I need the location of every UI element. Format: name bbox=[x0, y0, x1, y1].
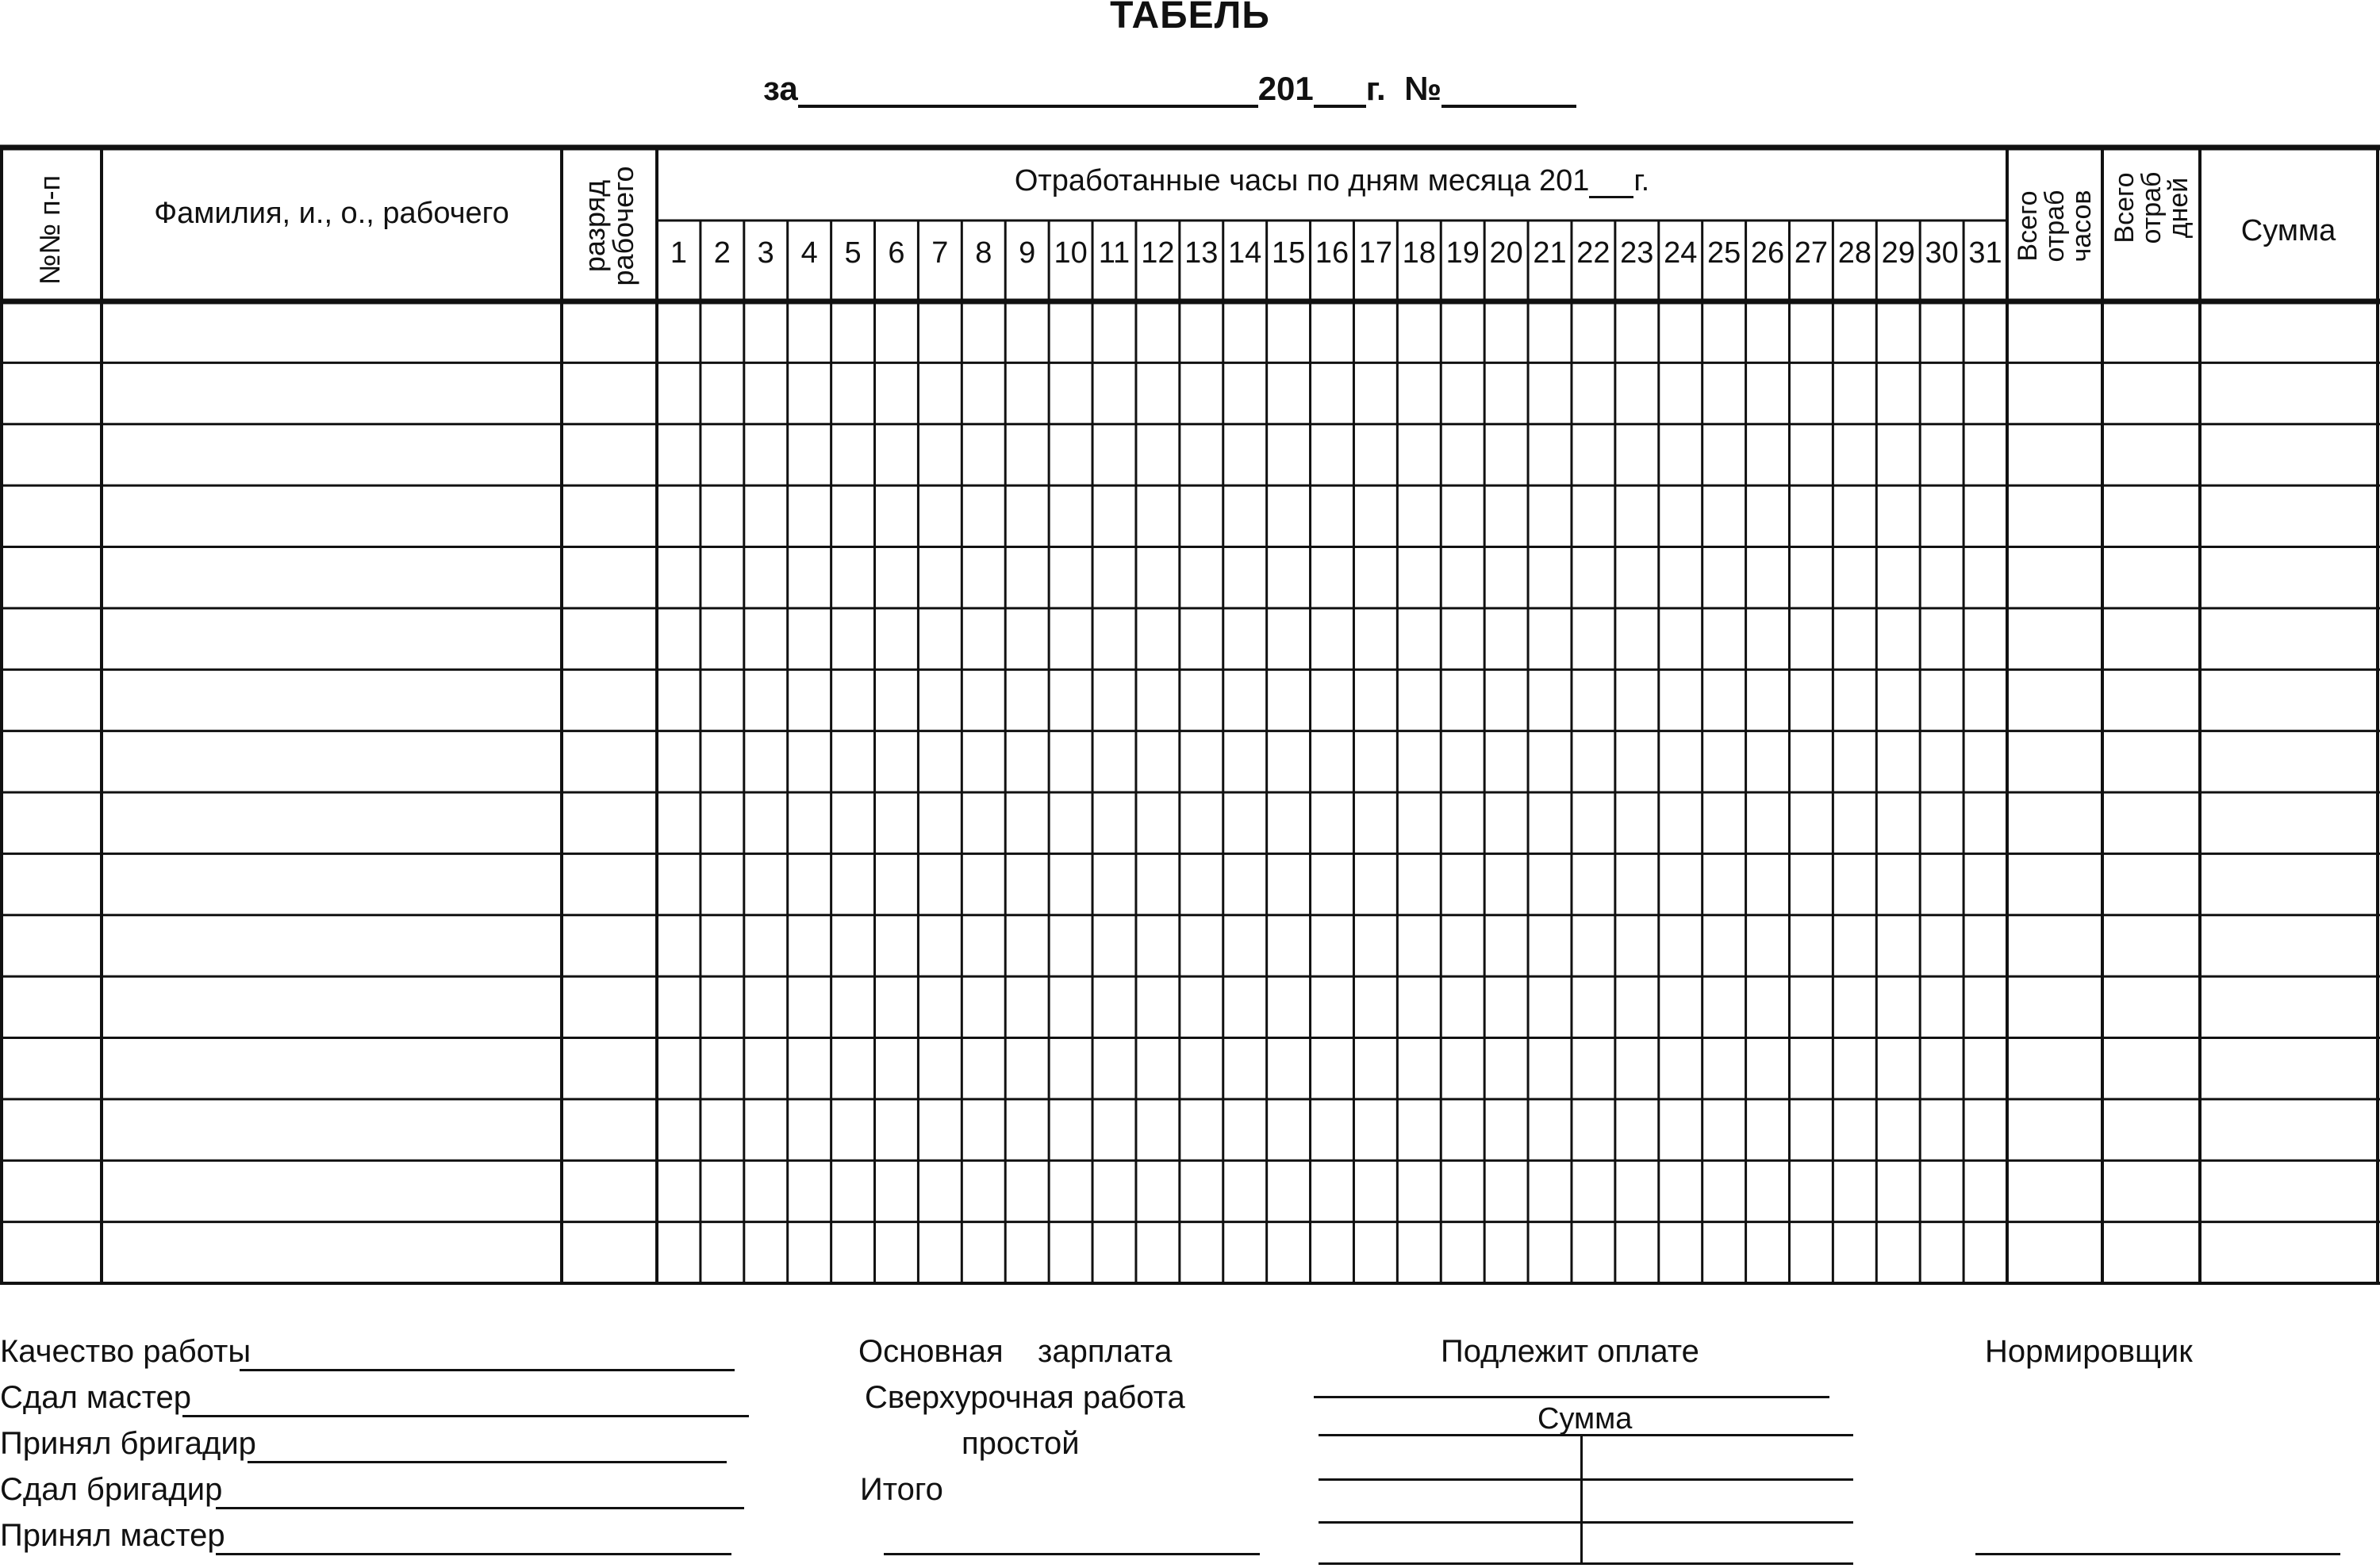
day-number-17: 17 bbox=[1358, 236, 1393, 270]
day-number-25: 25 bbox=[1706, 236, 1741, 270]
day-number-24: 24 bbox=[1664, 236, 1698, 270]
day-number-12: 12 bbox=[1141, 236, 1175, 270]
footer-accepted-foreman-field[interactable] bbox=[248, 1461, 727, 1463]
footer-overtime: Сверхурочная работа bbox=[865, 1380, 1185, 1415]
day-number-13: 13 bbox=[1184, 236, 1219, 270]
footer-handed-master: Сдал мастер bbox=[0, 1380, 192, 1415]
day-number-3: 3 bbox=[757, 236, 774, 270]
footer-accepted-foreman: Принял бригадир bbox=[0, 1426, 256, 1461]
footer-total: Итого bbox=[860, 1472, 943, 1507]
day-number-10: 10 bbox=[1054, 236, 1088, 270]
footer-pay-row-2[interactable] bbox=[1319, 1478, 1853, 1481]
day-number-1: 1 bbox=[670, 236, 687, 270]
footer-quality-field[interactable] bbox=[240, 1369, 735, 1371]
footer-pay-row-3[interactable] bbox=[1319, 1521, 1853, 1524]
subtitle-year-prefix: 201 bbox=[1257, 70, 1314, 107]
day-number-16: 16 bbox=[1315, 236, 1349, 270]
day-number-23: 23 bbox=[1620, 236, 1654, 270]
footer-accepted-master: Принял мастер bbox=[0, 1518, 225, 1553]
footer-pay-row-1[interactable] bbox=[1319, 1434, 1853, 1436]
day-number-21: 21 bbox=[1533, 236, 1567, 270]
subtitle-year-suffix: г. bbox=[1365, 70, 1386, 107]
day-number-31: 31 bbox=[1968, 236, 2002, 270]
footer-handed-foreman: Сдал бригадир bbox=[0, 1472, 223, 1507]
footer-handed-master-field[interactable] bbox=[182, 1415, 749, 1417]
day-number-7: 7 bbox=[931, 236, 949, 270]
footer-normer: Нормировщик bbox=[1985, 1334, 2193, 1369]
header-name: Фамилия, и., о., рабочего bbox=[154, 197, 509, 230]
header-days: Отработанные часы по дням месяца 201 г. bbox=[1014, 164, 1650, 197]
day-number-30: 30 bbox=[1925, 236, 1959, 270]
subtitle-number-sign: № bbox=[1404, 70, 1441, 107]
footer-main-salary-2: зарплата bbox=[1038, 1334, 1173, 1369]
day-number-11: 11 bbox=[1098, 236, 1130, 270]
day-number-5: 5 bbox=[844, 236, 862, 270]
day-number-18: 18 bbox=[1402, 236, 1436, 270]
day-number-22: 22 bbox=[1576, 236, 1610, 270]
footer-pay-sum-label: Сумма bbox=[1537, 1402, 1633, 1436]
day-number-20: 20 bbox=[1489, 236, 1523, 270]
document-title: ТАБЕЛЬ bbox=[1110, 0, 1270, 36]
header-grade: разряд рабочего bbox=[578, 166, 639, 286]
footer-pay-divider bbox=[1580, 1434, 1583, 1565]
day-number-8: 8 bbox=[975, 236, 992, 270]
header-total-days: Всего отраб дней bbox=[2109, 171, 2194, 244]
day-number-6: 6 bbox=[888, 236, 905, 270]
day-number-27: 27 bbox=[1794, 236, 1829, 270]
footer-handed-foreman-field[interactable] bbox=[216, 1507, 744, 1509]
footer-accepted-master-field[interactable] bbox=[216, 1553, 731, 1555]
header-row-number: №№ п-п bbox=[33, 174, 66, 286]
subtitle-prefix: за bbox=[763, 70, 798, 107]
footer-pay-line[interactable] bbox=[1314, 1396, 1829, 1398]
footer-quality: Качество работы bbox=[0, 1334, 251, 1369]
footer-idle: простой bbox=[962, 1426, 1080, 1461]
day-number-4: 4 bbox=[800, 236, 818, 270]
day-number-19: 19 bbox=[1445, 236, 1480, 270]
day-number-26: 26 bbox=[1750, 236, 1785, 270]
header-total-hours: Всего отраб часов bbox=[2013, 190, 2097, 263]
footer-normer-field[interactable] bbox=[1975, 1553, 2340, 1555]
footer-pay-row-4[interactable] bbox=[1319, 1562, 1853, 1565]
day-number-2: 2 bbox=[713, 236, 731, 270]
day-number-9: 9 bbox=[1019, 236, 1036, 270]
day-number-28: 28 bbox=[1837, 236, 1871, 270]
days-header-year-field bbox=[1589, 166, 1633, 198]
footer-main-salary-1: Основная bbox=[858, 1334, 1004, 1369]
day-number-29: 29 bbox=[1881, 236, 1915, 270]
day-number-15: 15 bbox=[1271, 236, 1306, 270]
footer-pay-title: Подлежит оплате bbox=[1441, 1334, 1699, 1369]
header-sum: Сумма bbox=[2240, 214, 2336, 247]
footer-total-field[interactable] bbox=[884, 1553, 1260, 1555]
day-number-14: 14 bbox=[1228, 236, 1262, 270]
